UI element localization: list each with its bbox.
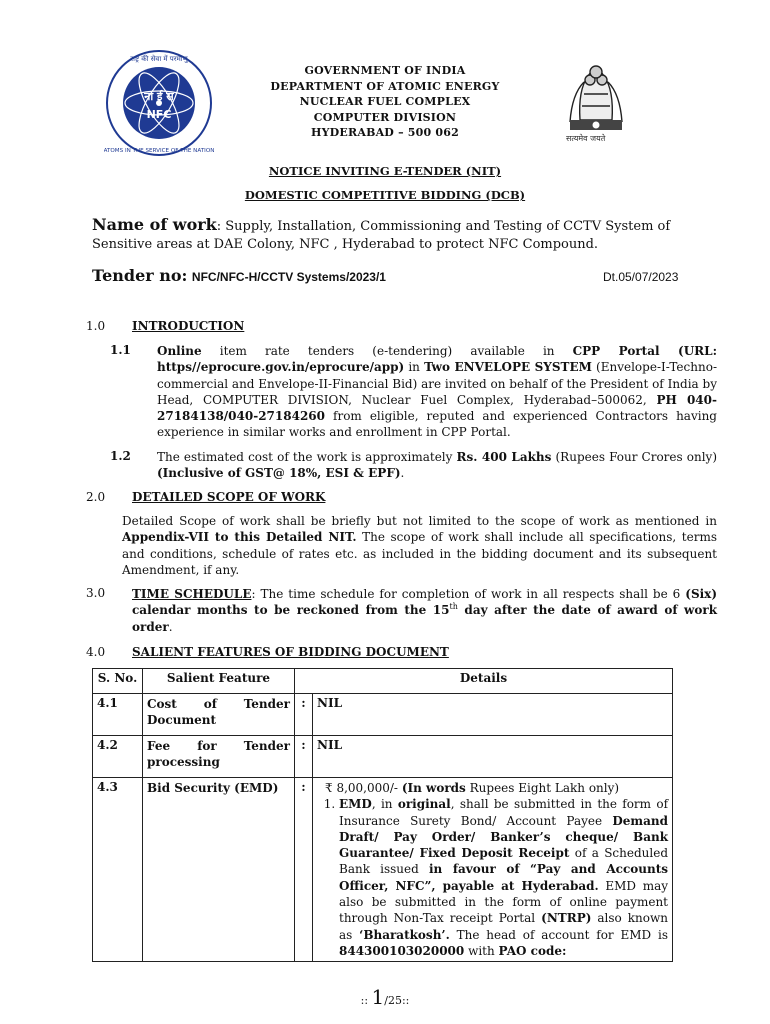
text-bold: PAO code: [498,943,567,958]
tender-number-row [92,266,692,285]
row-colon: : [295,736,313,778]
text-bold: Rs. 400 Lakhs [456,450,552,464]
subsection-number: 1.1 [110,343,131,357]
text-bold: Appendix-VII to this Detailed NIT. [122,530,357,545]
superscript: th [449,602,458,612]
text-run: Rupees Eight Lakh only) [465,781,620,795]
tender-date: Dt.05/07/2023 [603,270,679,284]
header-line: GOVERNMENT OF INDIA [304,64,466,77]
paragraph-1-1 [157,343,717,441]
text-run: with [464,943,499,958]
table-row [93,778,673,962]
row-sno: 4.1 [93,694,143,736]
text-bold: day after the date of award of work order [132,603,718,634]
text-bold: Online [157,344,202,358]
subsection-number: 1.2 [110,449,131,463]
name-of-work-label: Name of work [92,215,217,234]
feature-word: processing [147,755,220,769]
feature-word: Tender [243,697,290,711]
text-run: from eligible, reputed and experienced Contractors having experience in similar works and enrollment in CPP Portal. [157,409,717,440]
section-heading-scope: DETAILED SCOPE OF WORK [132,490,326,504]
nfc-logo-bottom-text: NFC [146,108,172,121]
row-feature [143,694,295,736]
feature-word: for [197,739,217,753]
row-details: NIL [313,694,673,736]
list-item [339,796,668,959]
feature-word: Bid Security (EMD) [147,781,279,795]
emd-amount [317,780,668,796]
section-number: 4.0 [86,645,106,659]
header-line: COMPUTER DIVISION [313,110,457,124]
paragraph-1-2 [157,449,717,482]
emblem-caption: सत्यमेव जयते [566,134,606,143]
header-line: NUCLEAR FUEL COMPLEX [299,95,471,108]
text-run: The estimated cost of the work is approximately [157,450,457,464]
nfc-logo-middle-text: ना ई स [144,90,174,103]
text-bold: PH 040-27184138/040-27184260 [157,392,717,424]
text-bold: ‘Bharatkosh’. [359,927,450,942]
text-bold: (Inclusive of GST@ 18%, ESI & EPF) [157,466,401,481]
section-heading-time-schedule: TIME SCHEDULE [132,587,252,601]
name-of-work [92,216,722,254]
row-colon: : [295,778,313,962]
text-run: (Rupees Four Crores only) [551,450,718,464]
header-block [260,63,510,141]
footer-suffix: /25:: [384,994,410,1007]
text-bold: CPP Portal (URL: https//eprocure.gov.in/eprocure/app) [157,344,717,375]
nfc-logo-top-text: राष्ट्र की सेवा में परमाणु [130,55,188,63]
text-run: ₹ 8,00,000/- [325,781,402,795]
text-run: . [400,466,405,481]
text-run: Detailed Scope of work shall be briefly but not limited to the scope of work as mentioned in [122,514,717,528]
text-run: item rate tenders (e-tendering) available in [201,344,573,358]
section-number: 1.0 [86,319,106,333]
row-sno: 4.2 [93,736,143,778]
feature-word: of [203,697,217,711]
text-run: The scope of work shall include all specifications, terms and conditions, schedule of rates etc. as included in the bidding document and its subsequent Amendment, if any. [122,530,717,577]
text-bold: Demand Draft/ Pay Order/ Banker’s cheque/ Bank Guarantee/ Fixed Deposit Receipt [339,813,669,861]
page-footer [0,985,770,1009]
feature-word: Fee [147,739,171,753]
text-run: EMD may also be submitted in the form of online payment through Non-Tax receipt Portal [339,878,669,926]
text-bold: 844300103020000 [339,943,465,958]
nfc-logo-ring-text: ATOMS IN THE SERVICE OF THE NATION [104,148,214,154]
row-details [313,778,673,962]
column-header-feature: Salient Feature [143,669,295,694]
text-bold: Two ENVELOPE SYSTEM [424,360,592,375]
feature-word: Cost [147,697,177,711]
text-bold: (In words [401,781,466,795]
text-bold: (Six) calendar months to be reckoned from the 15 [132,587,717,618]
tender-number: NFC/NFC-H/CCTV Systems/2023/1 [191,270,386,284]
dcb-title: DOMESTIC COMPETITIVE BIDDING (DCB) [244,188,526,202]
name-of-work-text: : Supply, Installation, Commissioning and Testing of CCTV System of Sensitive areas at DAE Colony, NFC , Hyderabad to protect NFC Compound. [92,219,671,252]
text-run: in [404,360,425,375]
text-run: , shall be submitted in the form of Insurance Surety Bond/ Account Payee [339,797,669,828]
table-row [93,694,673,736]
row-details: NIL [313,736,673,778]
row-colon: : [295,694,313,736]
text-bold: (NTRP) [541,911,592,926]
section-heading-introduction: INTRODUCTION [132,319,245,333]
nfc-logo-icon [104,48,214,158]
column-header-details: Details [295,669,673,694]
text-run: The head of account for EMD is [449,927,668,942]
paragraph-2 [122,513,717,578]
header-line: DEPARTMENT OF ATOMIC ENERGY [270,79,500,93]
column-header-sno: S. No. [93,669,143,694]
section-number: 3.0 [86,586,106,600]
feature-word: Tender [243,739,290,753]
row-feature [143,736,295,778]
row-feature [143,778,295,962]
table-header-row [93,669,673,694]
feature-word: Document [147,713,217,727]
table-row [93,736,673,778]
paragraph-3 [132,586,717,635]
text-run: of a Scheduled Bank issued [339,846,669,877]
section-heading-salient-features: SALIENT FEATURES OF BIDDING DOCUMENT [132,645,449,659]
nit-title: NOTICE INVITING E-TENDER (NIT) [268,164,502,178]
text-run: also known as [339,911,669,942]
emd-list [317,796,668,959]
text-bold: in favour of “Pay and Accounts Officer, NFC”, payable at Hyderabad. [339,862,669,893]
text-run: (Envelope-I-Techno-commercial and Envelope-II-Financial Bid) are invited on behalf of the President of India by Head, COMPUTER DIVISION, Nuclear Fuel Complex, Hyderabad–500062, [157,360,717,407]
row-sno: 4.3 [93,778,143,962]
text-run: . [168,619,173,634]
section-number: 2.0 [86,490,106,504]
text-run: : The time schedule for completion of work in all respects shall be 6 [251,587,686,601]
salient-features-table [92,668,673,962]
text-bold: original [397,797,451,812]
header-line: HYDERABAD – 500 062 [311,126,459,139]
tender-number-label: Tender no: [92,266,188,285]
text-run: , in [371,797,398,812]
page-number: 1 [371,985,385,1009]
text-bold: EMD [339,797,372,812]
footer-prefix: :: [360,994,372,1007]
